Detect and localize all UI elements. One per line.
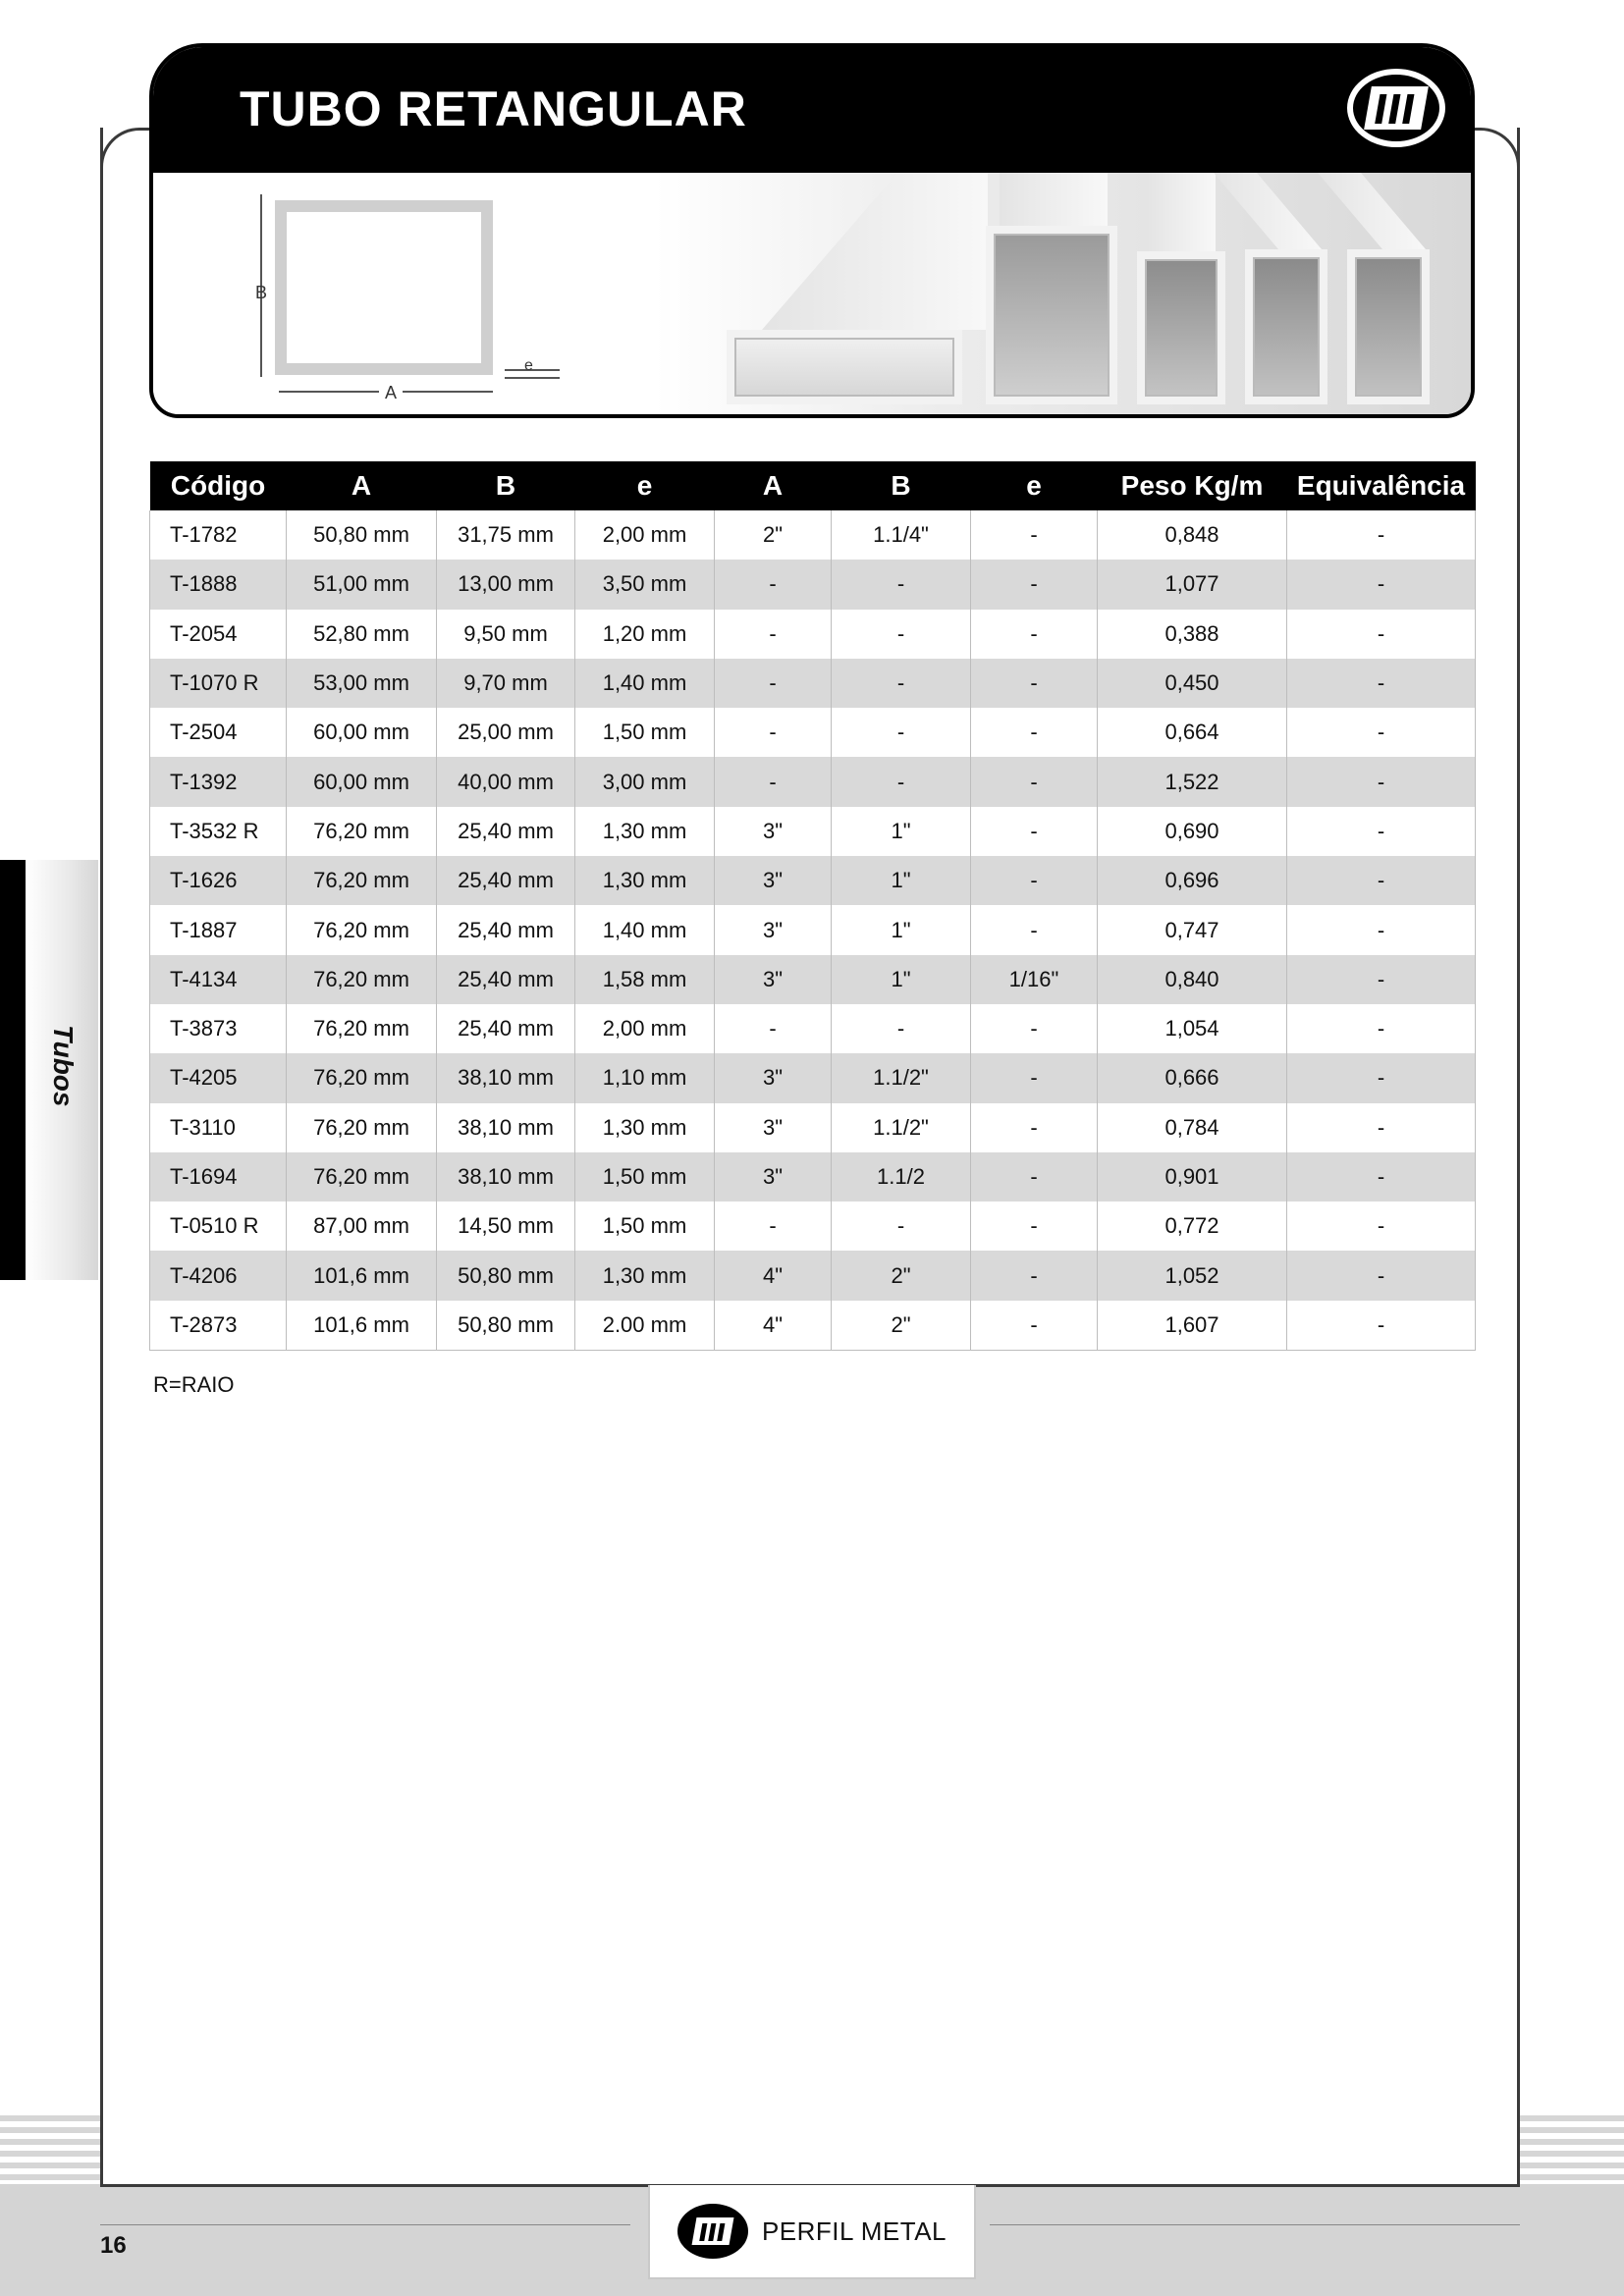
table-cell: 50,80 mm: [287, 510, 437, 560]
table-cell: 0,784: [1098, 1103, 1287, 1152]
table-cell: -: [971, 757, 1098, 806]
table-cell: 1,10 mm: [575, 1053, 715, 1102]
table-cell: 1.1/2": [832, 1103, 971, 1152]
table-cell: 60,00 mm: [287, 757, 437, 806]
profile-diagram: [153, 173, 1471, 414]
product-code-cell: T-1888: [150, 560, 287, 609]
product-code-cell: T-1070 R: [150, 659, 287, 708]
table-cell: 2.00 mm: [575, 1301, 715, 1350]
table-cell: -: [971, 659, 1098, 708]
table-cell: 76,20 mm: [287, 905, 437, 954]
table-cell: 1,40 mm: [575, 659, 715, 708]
table-cell: -: [1287, 708, 1476, 757]
table-row: [150, 955, 1476, 1004]
dimension-e-line: [505, 377, 560, 379]
tube-perspective: [1000, 173, 1108, 228]
tube-perspective: [1318, 173, 1426, 249]
table-cell: 60,00 mm: [287, 708, 437, 757]
table-cell: -: [832, 1201, 971, 1251]
table-cell: -: [971, 1053, 1098, 1102]
table-row: [150, 1301, 1476, 1350]
tube-perspective: [1147, 173, 1216, 251]
table-cell: 1": [832, 955, 971, 1004]
table-cell: 25,40 mm: [437, 955, 575, 1004]
table-cell: -: [971, 610, 1098, 659]
product-code-cell: T-1887: [150, 905, 287, 954]
product-code-cell: T-1392: [150, 757, 287, 806]
column-header: Equivalência: [1287, 461, 1476, 510]
footer-brand: [648, 2185, 976, 2279]
table-cell: -: [971, 1004, 1098, 1053]
table-cell: 87,00 mm: [287, 1201, 437, 1251]
perfil-metal-logo-icon: [1347, 69, 1445, 147]
column-header: e: [575, 461, 715, 510]
table-cell: 1,522: [1098, 757, 1287, 806]
table-cell: -: [971, 510, 1098, 560]
product-code-cell: T-3873: [150, 1004, 287, 1053]
table-cell: -: [1287, 955, 1476, 1004]
table-cell: -: [1287, 560, 1476, 609]
table-cell: 53,00 mm: [287, 659, 437, 708]
page-number: 16: [100, 2232, 127, 2259]
table-cell: 0,666: [1098, 1053, 1287, 1102]
tube-photo: [727, 330, 962, 404]
column-header: B: [437, 461, 575, 510]
table-cell: -: [832, 560, 971, 609]
table-cell: -: [1287, 757, 1476, 806]
table-cell: 25,40 mm: [437, 905, 575, 954]
table-cell: 3": [715, 1152, 832, 1201]
table-cell: 76,20 mm: [287, 807, 437, 856]
table-cell: 1,607: [1098, 1301, 1287, 1350]
column-header: Peso Kg/m: [1098, 461, 1287, 510]
column-header: B: [832, 461, 971, 510]
dimension-a-label: A: [379, 383, 403, 403]
table-row: [150, 807, 1476, 856]
table-cell: -: [715, 1004, 832, 1053]
table-cell: 14,50 mm: [437, 1201, 575, 1251]
product-code-cell: T-0510 R: [150, 1201, 287, 1251]
table-cell: -: [832, 708, 971, 757]
table-cell: 38,10 mm: [437, 1053, 575, 1102]
table-cell: 0,747: [1098, 905, 1287, 954]
footnote: R=RAIO: [153, 1372, 235, 1397]
table-cell: -: [832, 757, 971, 806]
rectangular-profile-drawing: [275, 200, 493, 375]
table-row: [150, 856, 1476, 905]
table-cell: 13,00 mm: [437, 560, 575, 609]
table-cell: 0,690: [1098, 807, 1287, 856]
table-row: [150, 708, 1476, 757]
table-cell: -: [1287, 1251, 1476, 1300]
table-cell: -: [1287, 610, 1476, 659]
table-cell: 3": [715, 1053, 832, 1102]
table-cell: -: [971, 807, 1098, 856]
table-cell: 38,10 mm: [437, 1152, 575, 1201]
table-row: [150, 1004, 1476, 1053]
table-cell: -: [1287, 1053, 1476, 1102]
table-cell: 2": [715, 510, 832, 560]
product-code-cell: T-2873: [150, 1301, 287, 1350]
column-header: A: [715, 461, 832, 510]
table-cell: -: [971, 1103, 1098, 1152]
table-cell: 101,6 mm: [287, 1251, 437, 1300]
table-row: [150, 757, 1476, 806]
table-cell: 1,30 mm: [575, 807, 715, 856]
header-bar: [153, 47, 1471, 173]
table-cell: 31,75 mm: [437, 510, 575, 560]
product-code-cell: T-2504: [150, 708, 287, 757]
table-cell: 9,70 mm: [437, 659, 575, 708]
table-row: [150, 610, 1476, 659]
table-cell: -: [971, 1152, 1098, 1201]
table-cell: 9,50 mm: [437, 610, 575, 659]
table-cell: 40,00 mm: [437, 757, 575, 806]
table-cell: -: [715, 1201, 832, 1251]
table-cell: 1,30 mm: [575, 1251, 715, 1300]
table-cell: 1,077: [1098, 560, 1287, 609]
table-cell: -: [1287, 1201, 1476, 1251]
tube-photo: [1137, 251, 1225, 404]
table-cell: 51,00 mm: [287, 560, 437, 609]
page-title: TUBO RETANGULAR: [240, 81, 747, 136]
table-cell: 0,388: [1098, 610, 1287, 659]
column-header: Código: [150, 461, 287, 510]
section-tab-label: Tubos: [48, 1025, 79, 1107]
table-cell: -: [1287, 856, 1476, 905]
table-row: [150, 1053, 1476, 1102]
table-cell: 1": [832, 905, 971, 954]
table-cell: 1": [832, 856, 971, 905]
dimension-b-label: B: [255, 283, 268, 302]
table-cell: 76,20 mm: [287, 1152, 437, 1201]
table-cell: 1,40 mm: [575, 905, 715, 954]
column-header: e: [971, 461, 1098, 510]
table-row: [150, 560, 1476, 609]
table-cell: -: [715, 757, 832, 806]
tube-photo: [986, 226, 1117, 404]
table-cell: 1,20 mm: [575, 610, 715, 659]
product-code-cell: T-4205: [150, 1053, 287, 1102]
table-cell: -: [832, 1004, 971, 1053]
table-cell: 1,054: [1098, 1004, 1287, 1053]
footer-rule: [990, 2224, 1520, 2225]
product-code-cell: T-1782: [150, 510, 287, 560]
tube-perspective: [1214, 173, 1322, 249]
table-cell: 52,80 mm: [287, 610, 437, 659]
table-row: [150, 1251, 1476, 1300]
table-cell: -: [715, 560, 832, 609]
table-row: [150, 905, 1476, 954]
table-cell: 4": [715, 1251, 832, 1300]
product-code-cell: T-4206: [150, 1251, 287, 1300]
table-cell: 1.1/4": [832, 510, 971, 560]
product-code-cell: T-4134: [150, 955, 287, 1004]
table-cell: 3,50 mm: [575, 560, 715, 609]
table-cell: -: [1287, 1301, 1476, 1350]
table-row: [150, 659, 1476, 708]
table-row: [150, 510, 1476, 560]
table-cell: -: [1287, 1103, 1476, 1152]
table-cell: 0,450: [1098, 659, 1287, 708]
table-cell: 2,00 mm: [575, 1004, 715, 1053]
table-cell: -: [715, 610, 832, 659]
tube-photo: [1245, 249, 1327, 404]
table-cell: 2,00 mm: [575, 510, 715, 560]
column-header: A: [287, 461, 437, 510]
product-code-cell: T-2054: [150, 610, 287, 659]
table-cell: 3": [715, 1103, 832, 1152]
table-cell: 76,20 mm: [287, 955, 437, 1004]
table-cell: 25,40 mm: [437, 856, 575, 905]
header-card: [149, 43, 1475, 418]
product-code-cell: T-1694: [150, 1152, 287, 1201]
table-cell: 2": [832, 1301, 971, 1350]
table-cell: 38,10 mm: [437, 1103, 575, 1152]
table-cell: 2": [832, 1251, 971, 1300]
table-cell: 3": [715, 905, 832, 954]
table-cell: -: [971, 1251, 1098, 1300]
table-cell: -: [1287, 905, 1476, 954]
table-cell: -: [1287, 1004, 1476, 1053]
table-row: [150, 1152, 1476, 1201]
table-row: [150, 1201, 1476, 1251]
table-cell: -: [971, 1201, 1098, 1251]
table-cell: -: [1287, 510, 1476, 560]
table-cell: -: [1287, 1152, 1476, 1201]
table-cell: -: [832, 610, 971, 659]
table-cell: -: [715, 708, 832, 757]
table-cell: 1/16": [971, 955, 1098, 1004]
table-cell: 76,20 mm: [287, 1053, 437, 1102]
table-cell: 0,696: [1098, 856, 1287, 905]
perfil-metal-logo-icon: [677, 2204, 748, 2259]
table-cell: 1,30 mm: [575, 1103, 715, 1152]
product-code-cell: T-1626: [150, 856, 287, 905]
table-cell: -: [971, 905, 1098, 954]
table-header-row: [150, 461, 1476, 510]
table-cell: 50,80 mm: [437, 1251, 575, 1300]
table-row: [150, 1103, 1476, 1152]
product-code-cell: T-3532 R: [150, 807, 287, 856]
table-cell: 1.1/2": [832, 1053, 971, 1102]
table-cell: -: [971, 560, 1098, 609]
table-cell: 3": [715, 955, 832, 1004]
table-cell: 0,901: [1098, 1152, 1287, 1201]
brand-name: PERFIL METAL: [761, 2216, 947, 2246]
tube-perspective: [762, 173, 988, 330]
table-cell: 0,664: [1098, 708, 1287, 757]
table-cell: 1,50 mm: [575, 1201, 715, 1251]
table-cell: 3": [715, 807, 832, 856]
tube-photo: [1347, 249, 1430, 404]
table-cell: 3": [715, 856, 832, 905]
table-cell: -: [971, 1301, 1098, 1350]
table-cell: 1.1/2: [832, 1152, 971, 1201]
table-cell: 50,80 mm: [437, 1301, 575, 1350]
table-cell: 25,00 mm: [437, 708, 575, 757]
table-cell: 76,20 mm: [287, 1103, 437, 1152]
table-cell: -: [832, 659, 971, 708]
table-cell: 25,40 mm: [437, 1004, 575, 1053]
table-cell: -: [1287, 807, 1476, 856]
table-cell: 76,20 mm: [287, 1004, 437, 1053]
dimension-e-label: e: [524, 357, 533, 374]
table-cell: 25,40 mm: [437, 807, 575, 856]
table-cell: -: [971, 856, 1098, 905]
table-cell: -: [1287, 659, 1476, 708]
spec-table: [149, 461, 1476, 1351]
table-cell: 1,58 mm: [575, 955, 715, 1004]
table-cell: 0,840: [1098, 955, 1287, 1004]
table-cell: 0,772: [1098, 1201, 1287, 1251]
footer-rule: [100, 2224, 630, 2225]
table-cell: -: [715, 659, 832, 708]
product-code-cell: T-3110: [150, 1103, 287, 1152]
table-cell: -: [971, 708, 1098, 757]
table-cell: 1,50 mm: [575, 1152, 715, 1201]
table-cell: 1,50 mm: [575, 708, 715, 757]
table-cell: 3,00 mm: [575, 757, 715, 806]
table-cell: 1,052: [1098, 1251, 1287, 1300]
table-cell: 1,30 mm: [575, 856, 715, 905]
table-cell: 1": [832, 807, 971, 856]
table-cell: 4": [715, 1301, 832, 1350]
table-cell: 101,6 mm: [287, 1301, 437, 1350]
table-cell: 0,848: [1098, 510, 1287, 560]
table-cell: 76,20 mm: [287, 856, 437, 905]
